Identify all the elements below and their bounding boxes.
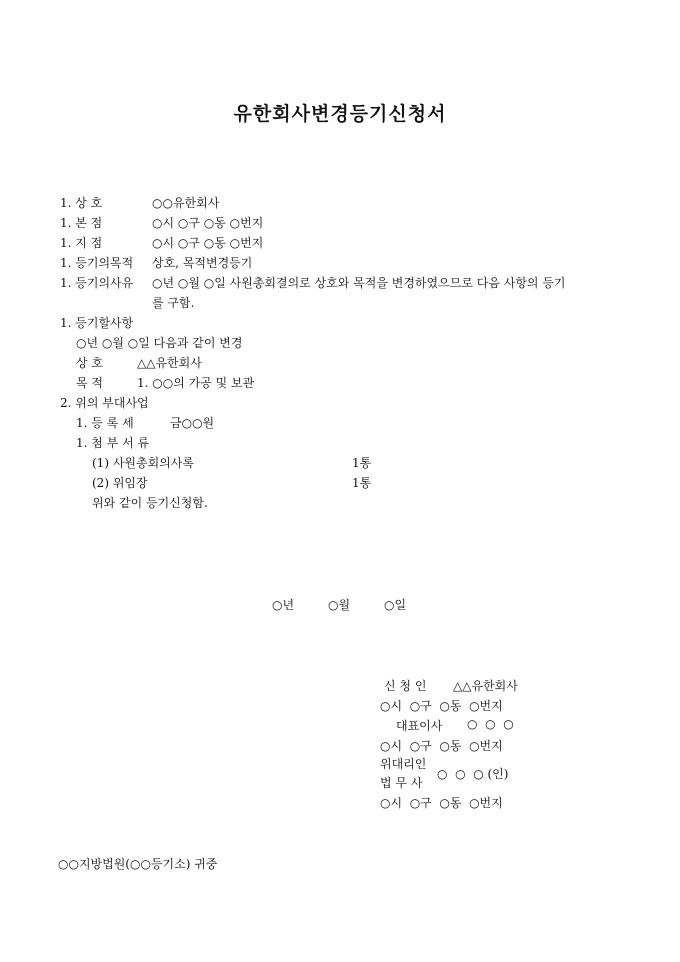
agent-title: 법 무 사 bbox=[380, 776, 423, 790]
item-value-trade-name: ○○유한회사 bbox=[152, 196, 220, 210]
registration-purpose-label: 목 적 bbox=[76, 376, 103, 390]
representative-label: 대표이사 bbox=[396, 719, 443, 733]
registration-purpose-value: 1. ○○의 가공 및 보관 bbox=[137, 376, 255, 390]
attachment-count: 1통 bbox=[352, 456, 372, 470]
item-value-branch: ○시 ○구 ○동 ○번지 bbox=[152, 236, 264, 250]
date-month: ○월 bbox=[328, 598, 351, 612]
applicant-label: 신 청 인 bbox=[384, 679, 427, 693]
date-day: ○일 bbox=[384, 598, 407, 612]
registration-trade-name-value: △△유한회사 bbox=[137, 356, 202, 370]
closing-statement: 위와 같이 등기신청함. bbox=[92, 496, 208, 510]
applicant-name: △△유한회사 bbox=[453, 679, 518, 693]
tax-value: 금○○원 bbox=[170, 416, 215, 430]
document-title: 유한회사변경등기신청서 bbox=[233, 103, 447, 125]
applicant-address: ○시 ○구 ○동 ○번지 bbox=[380, 699, 503, 713]
item-value-reason: ○년 ○월 ○일 사원총회결의로 상호와 목적을 변경하였으므로 다음 사항의 등기 bbox=[152, 276, 566, 290]
item-label-purpose: 1. 등기의목적 bbox=[60, 256, 134, 270]
attachments-heading: 1. 첨 부 서 류 bbox=[76, 436, 150, 450]
attachment-name: (2) 위임장 bbox=[92, 476, 148, 490]
item-label-trade-name: 1. 상 호 bbox=[60, 196, 103, 210]
item-label-reason: 1. 등기의사유 bbox=[60, 276, 134, 290]
attachment-count: 1통 bbox=[352, 476, 372, 490]
item-value-head-office: ○시 ○구 ○동 ○번지 bbox=[152, 216, 264, 230]
tax-label: 1. 등 록 세 bbox=[76, 416, 134, 430]
item-label-branch: 1. 지 점 bbox=[60, 236, 103, 250]
registration-date-line: ○년 ○월 ○일 다음과 같이 변경 bbox=[76, 336, 243, 350]
item-value-purpose: 상호, 목적변경등기 bbox=[152, 256, 253, 270]
agent-label: 위대리인 bbox=[380, 757, 427, 771]
attachment-name: (1) 사원총회의사록 bbox=[92, 456, 194, 470]
registration-heading: 1. 등기할사항 bbox=[60, 316, 134, 330]
agent-name: ○ ○ ○ (인) bbox=[437, 767, 509, 781]
agent-address: ○시 ○구 ○동 ○번지 bbox=[380, 796, 503, 810]
date-year: ○년 bbox=[272, 598, 295, 612]
item-label-head-office: 1. 본 점 bbox=[60, 216, 103, 230]
side-business: 2. 위의 부대사업 bbox=[60, 396, 149, 410]
item-value-reason-cont: 를 구함. bbox=[152, 296, 195, 310]
representative-address: ○시 ○구 ○동 ○번지 bbox=[380, 739, 503, 753]
representative-name: ○ ○ ○ bbox=[467, 717, 514, 731]
registration-trade-name-label: 상 호 bbox=[76, 356, 103, 370]
court-addressee: ○○지방법원(○○등기소) 귀중 bbox=[58, 857, 218, 871]
